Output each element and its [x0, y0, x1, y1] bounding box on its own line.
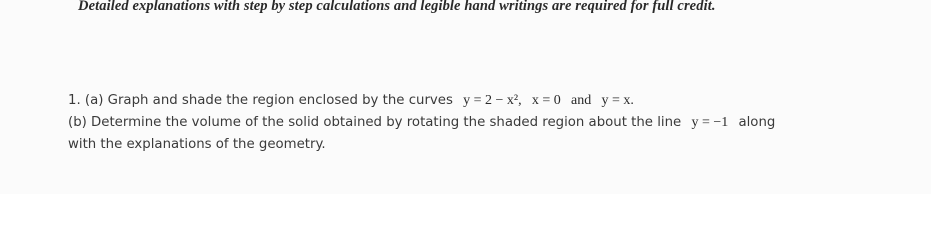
- problem-part-a: 1. (a) Graph and shade the region enclosed by the curves y = 2 − x², x = 0 and y = x.: [68, 93, 634, 108]
- instructions-text: Detailed explanations with step by step calculations and legible hand writings are required for full credit.: [78, 0, 716, 14]
- equation-curve-2: x = 0: [531, 93, 561, 108]
- problem-part-b: [68, 112, 868, 134]
- part-b-text: (b) Determine the volume of the solid obtained by rotating the shaded region about the line: [68, 115, 682, 130]
- equation-axis-line: y = −1: [691, 115, 729, 130]
- part-a-text: 1. (a) Graph and shade the region enclosed by the curves: [68, 93, 453, 108]
- equation-curve-1: y = 2 − x²: [463, 93, 519, 108]
- problem-part-b-continued: [68, 134, 868, 156]
- equation-curve-3: y = x: [601, 93, 631, 108]
- problem-1: [68, 90, 868, 156]
- along-word: along: [738, 115, 776, 130]
- and-word: and: [571, 93, 592, 108]
- part-b-cont-text: with the explanations of the geometry.: [68, 137, 326, 152]
